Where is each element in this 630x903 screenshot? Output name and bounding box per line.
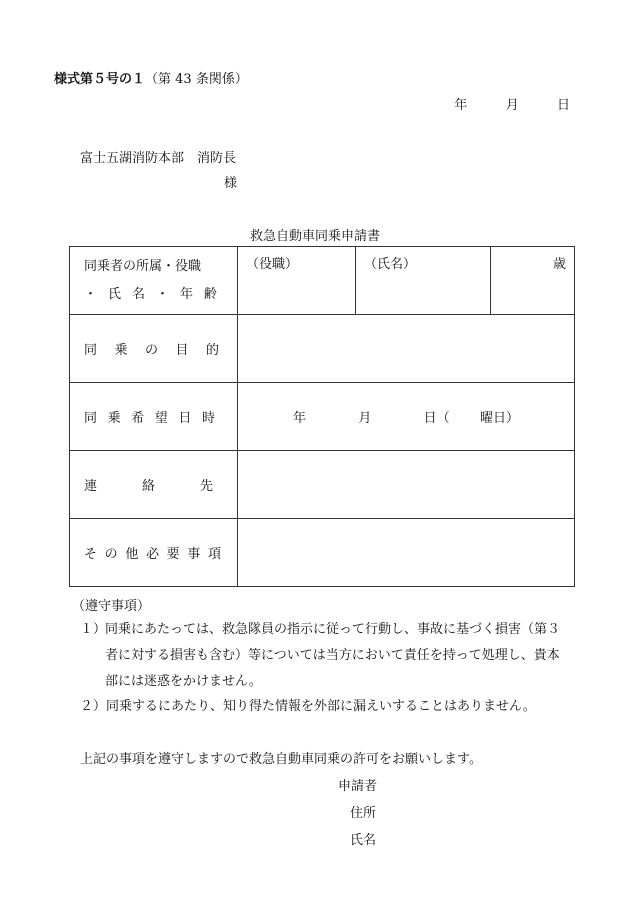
label-char: ・ [155,286,169,302]
label-char: の [104,547,118,562]
label-char: 乗 [107,411,121,426]
label-char: 的 [205,343,219,358]
table-row-affiliation [70,247,575,315]
label-char: ・ [84,286,98,302]
address-label: 住所 [350,806,377,821]
label-char: 日 [178,411,192,426]
document-title: 救急自動車同乗申請書 [249,229,380,244]
label-char: 目 [175,343,189,358]
label-datetime [70,383,238,451]
table-row-purpose [70,315,575,383]
date-month: 月 [505,98,519,113]
addressee-honorific: 様 [224,176,238,191]
label-char: 事 [187,547,201,562]
label-char: 先 [199,479,213,494]
label-contact [70,451,238,519]
label-char: 項 [207,547,221,562]
datetime-month: 月 [358,411,372,426]
rule1-number: １） [80,622,107,637]
label-char: そ [84,547,98,562]
form-number-article: （第 43 条関係） [145,72,248,87]
label-char: 要 [166,547,180,562]
label-other [70,519,238,587]
label-affiliation [70,247,238,315]
contact-field[interactable] [238,451,575,519]
label-purpose [70,315,238,383]
datetime-day: 日（ [423,411,450,426]
label-char: 齢 [203,286,217,302]
label-affiliation-line1: 同乗者の所属・役職 [84,258,202,274]
date-line [454,94,570,113]
label-char: 他 [125,547,139,562]
date-day: 日 [556,98,570,113]
closing-statement: 上記の事項を遵守しますので救急自動車同乗の許可をお願いします。 [80,752,482,767]
label-char: 氏 [107,286,121,302]
label-char: 希 [131,411,145,426]
label-char: の [144,343,158,358]
label-char: 連 [84,479,98,494]
table-row-datetime [70,383,575,451]
applicant-label: 申請者 [338,779,378,794]
datetime-field[interactable] [238,383,575,451]
form-number-main: 様式第５号の１ [54,72,146,87]
name-label-signature: 氏名 [350,833,377,848]
label-char: 同 [84,411,98,426]
label-char: 年 [179,286,193,302]
label-char: 同 [84,343,98,358]
label-char: 乗 [114,343,128,358]
date-year: 年 [454,98,468,113]
position-label: （役職） [246,257,299,272]
label-affiliation-line2 [84,281,237,309]
label-char: 時 [201,411,215,426]
label-char: 絡 [141,479,155,494]
label-char: 名 [131,286,145,302]
form-number [54,68,248,87]
name-field[interactable] [356,247,491,315]
table-row-other [70,519,575,587]
label-char: 必 [145,547,159,562]
age-label: 歳 [552,257,566,272]
addressee: 富士五湖消防本部 消防長 [80,151,237,166]
datetime-weekday: 曜日） [479,411,519,426]
rule1-line2: 者に対する損害も含む）等については当方において責任を持って処理し、貴本 [105,648,560,663]
rules-heading: （遵守事項） [72,599,151,614]
rule-item-2: ２）同乗するにあたり、知り得た情報を外部に漏えいすることはありません。 [80,699,536,714]
rule1-line1: 同乗にあたっては、救急隊員の指示に従って行動し、事故に基づく損害（第３ [105,622,561,637]
position-field[interactable] [238,247,356,315]
purpose-field[interactable] [238,315,575,383]
age-field[interactable] [491,247,575,315]
table-row-contact [70,451,575,519]
other-field[interactable] [238,519,575,587]
application-table [69,246,575,587]
rule-item-1 [80,617,580,695]
datetime-year: 年 [293,411,307,426]
rule1-line3: 部には迷惑をかけません。 [105,674,262,689]
name-label: （氏名） [364,257,417,272]
label-char: 望 [154,411,168,426]
